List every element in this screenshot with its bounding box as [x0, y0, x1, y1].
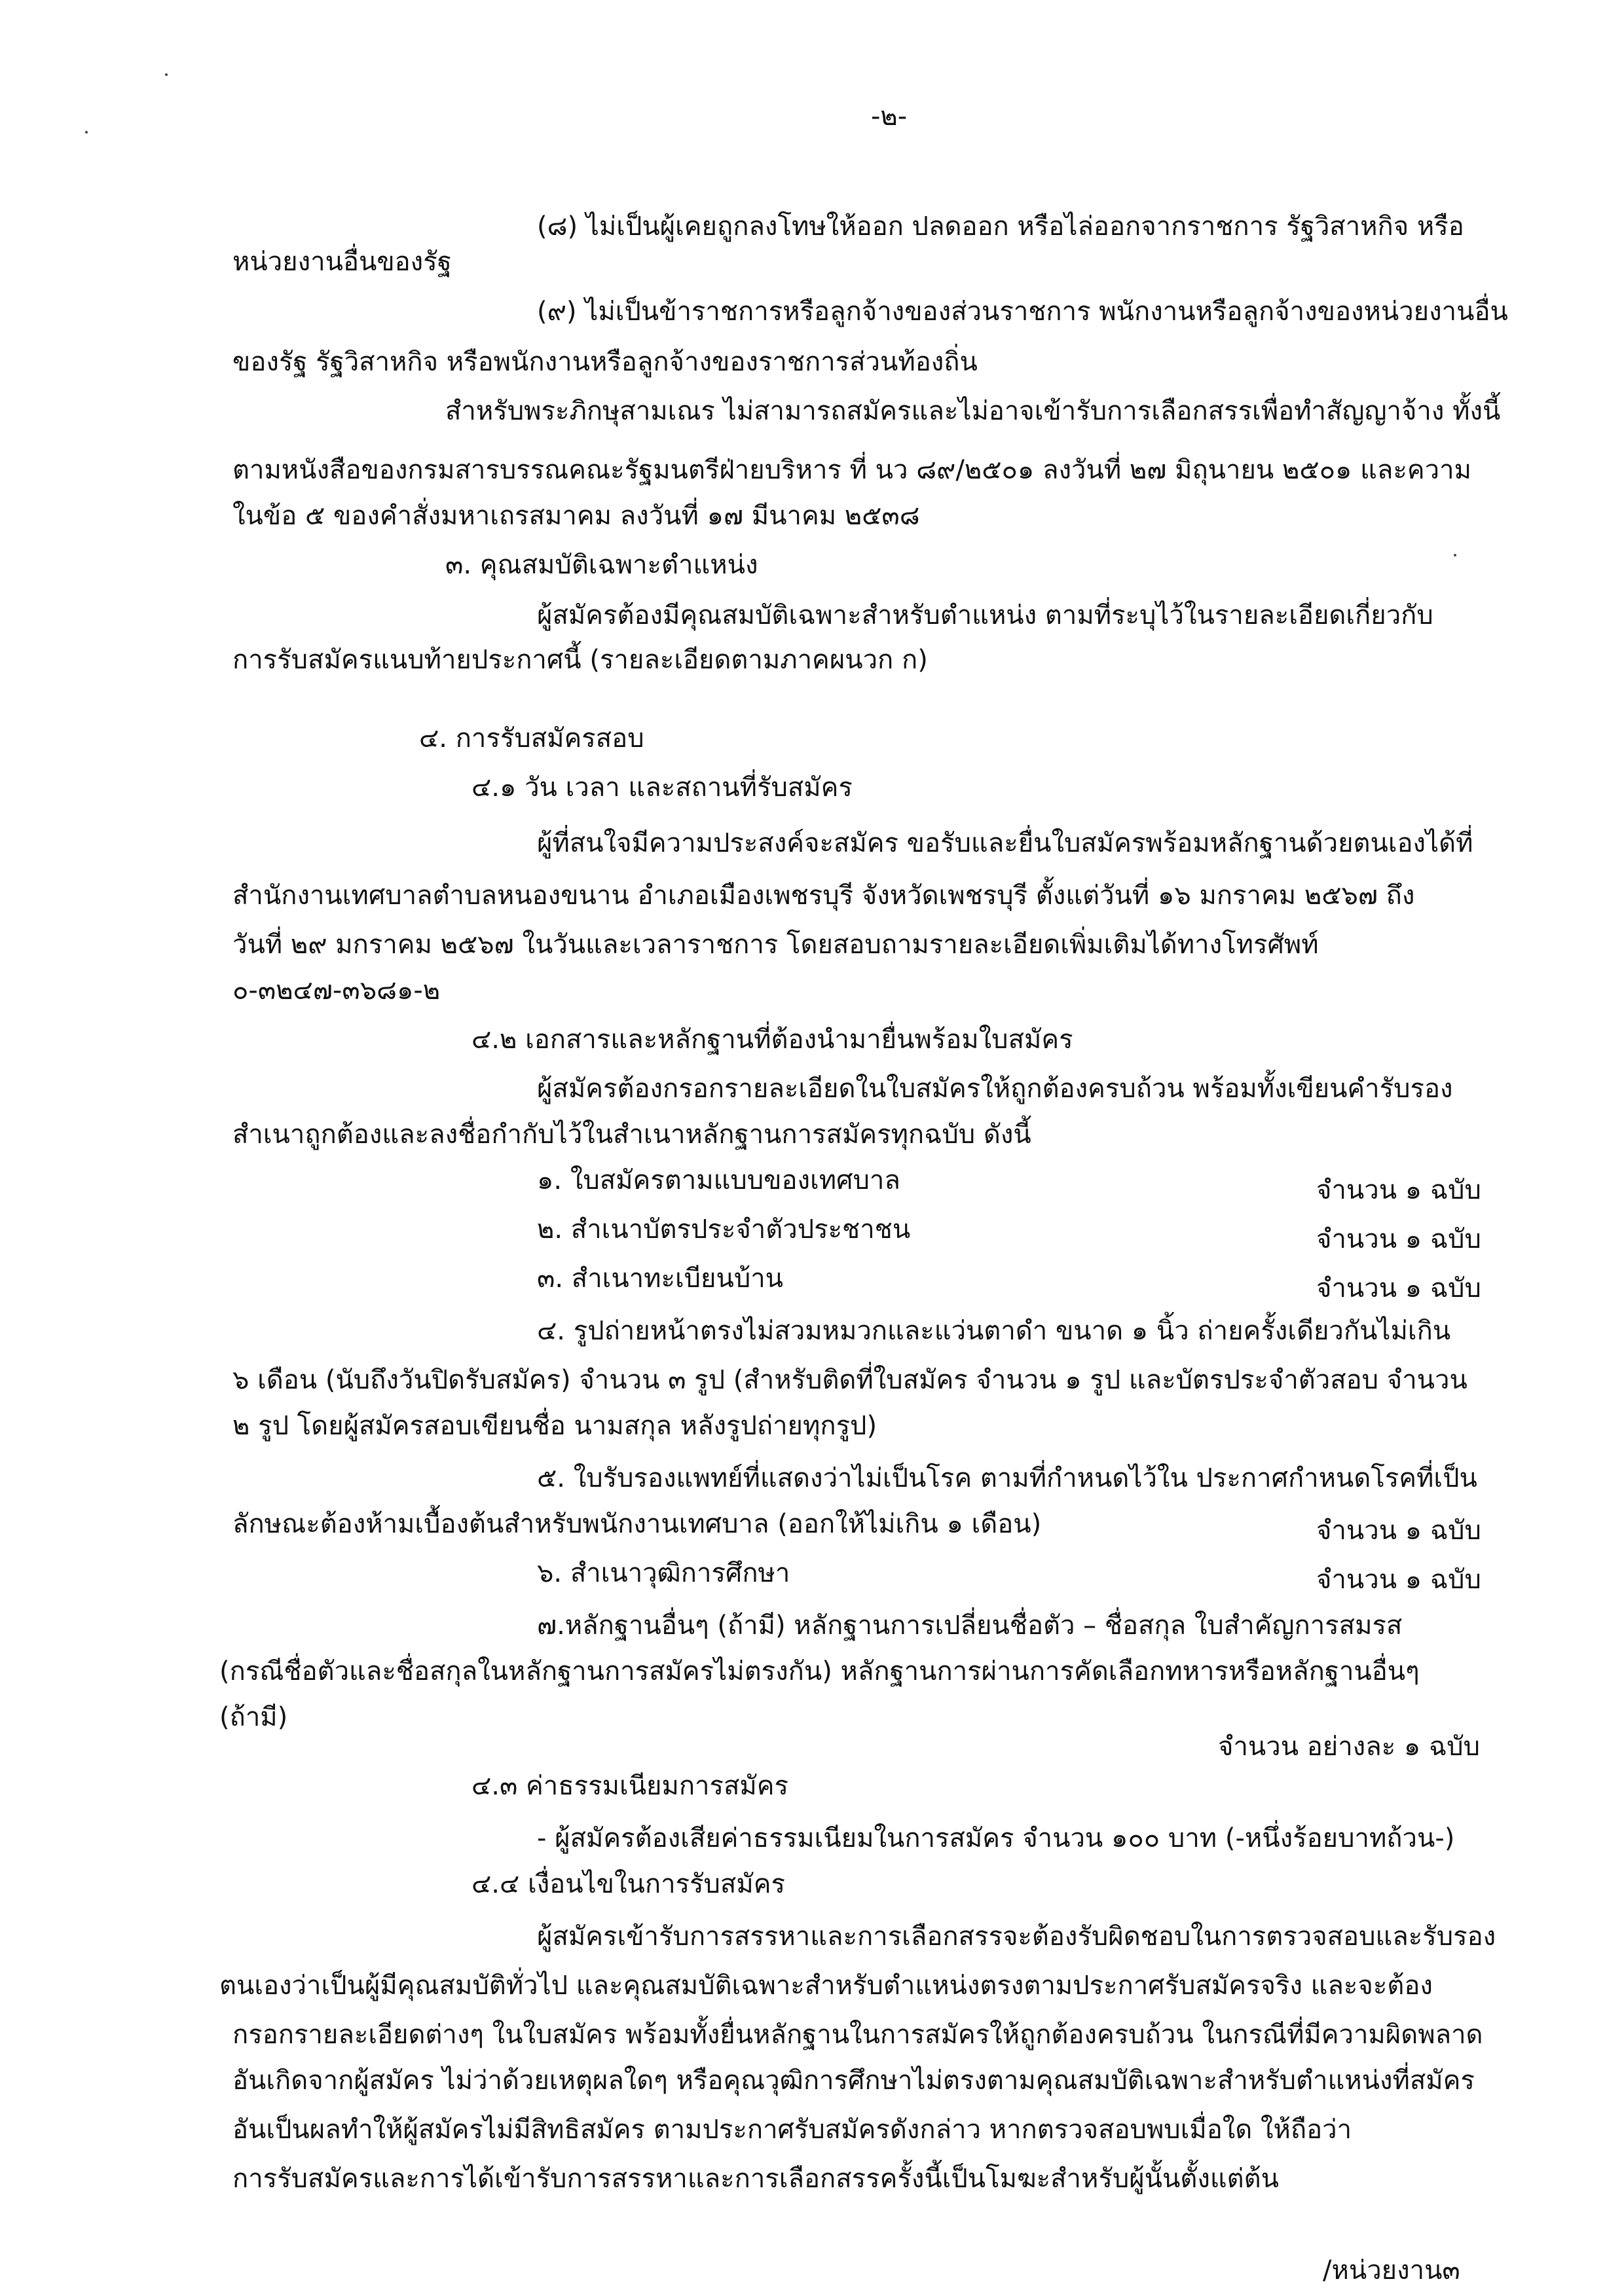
text-line: สำนักงานเทศบาลตำบลหนองขนาน อำเภอเมืองเพชรบุรี จังหวัดเพชรบุรี ตั้งแต่วันที่ ๑๖ มกราคม ๒๕๖๗ ถึง — [232, 881, 1415, 911]
document-item: ๗.หลักฐานอื่นๆ (ถ้ามี) หลักฐานการเปลี่ยนชื่อตัว – ชื่อสกุล ใบสำคัญการสมรส — [537, 1611, 1403, 1641]
text-line: ผู้สมัครเข้ารับการสรรหาและการเลือกสรรจะต้องรับผิดชอบในการตรวจสอบและรับรอง — [537, 1922, 1496, 1952]
document-item: ๔. รูปถ่ายหน้าตรงไม่สวมหมวกและแว่นตาดำ ขนาด ๑ นิ้ว ถ่ายครั้งเดียวกันไม่เกิน — [537, 1316, 1451, 1346]
text-line: (๘) ไม่เป็นผู้เคยถูกลงโทษให้ออก ปลดออก หรือไล่ออกจากราชการ รัฐวิสาหกิจ หรือ — [537, 211, 1464, 242]
scan-speck — [85, 131, 88, 134]
text-line: ตามหนังสือของกรมสารบรรณคณะรัฐมนตรีฝ่ายบริหาร ที่ นว ๘๙/๒๕๐๑ ลงวันที่ ๒๗ มิถุนายน ๒๕๐๑ และความ — [232, 455, 1471, 485]
scan-speck — [165, 73, 168, 76]
document-item: ๓. สำเนาทะเบียนบ้าน — [537, 1264, 784, 1294]
text-line: หน่วยงานอื่นของรัฐ — [232, 247, 452, 277]
text-line: กรอกรายละเอียดต่างๆ ในใบสมัคร พร้อมทั้งยื่นหลักฐานในการสมัครให้ถูกต้องครบถ้วน ในกรณีที่มีความผิดพลาด — [232, 2020, 1483, 2050]
text-line: ผู้สมัครต้องมีคุณสมบัติเฉพาะสำหรับตำแหน่ง ตามที่ระบุไว้ในรายละเอียดเกี่ยวกับ — [537, 600, 1433, 630]
document-item: ๒. สำเนาบัตรประจำตัวประชาชน — [537, 1214, 911, 1245]
text-line: ตนเองว่าเป็นผู้มีคุณสมบัติทั่วไป และคุณสมบัติเฉพาะสำหรับตำแหน่งตรงตามประกาศรับสมัครจริง และจะต้อง — [219, 1971, 1433, 2001]
document-item: ๕. ใบรับรองแพทย์ที่แสดงว่าไม่เป็นโรค ตามที่กำหนดไว้ใน ประกาศกำหนดโรคที่เป็น — [537, 1463, 1477, 1493]
text-line: การรับสมัครแนบท้ายประกาศนี้ (รายละเอียดตามภาคผนวก ก) — [232, 645, 928, 675]
text-line: ในข้อ ๕ ของคำสั่งมหาเถรสมาคม ลงวันที่ ๑๗ มีนาคม ๒๕๓๘ — [232, 501, 920, 531]
text-line: ๖ เดือน (นับถึงวันปิดรับสมัคร) จำนวน ๓ รูป (สำหรับติดที่ใบสมัคร จำนวน ๑ รูป และบัตรประจำตัวสอบ จำนวน — [232, 1365, 1467, 1395]
text-line: อันเป็นผลทำให้ผู้สมัครไม่มีสิทธิสมัคร ตามประกาศรับสมัครดังกล่าว หากตรวจสอบพบเมื่อใด ให้ถือว่า — [232, 2115, 1352, 2145]
subsection-heading: ๔.๒ เอกสารและหลักฐานที่ต้องนำมายื่นพร้อมใบสมัคร — [471, 1025, 1073, 1055]
scan-speck — [1454, 554, 1456, 556]
text-line: (๙) ไม่เป็นข้าราชการหรือลูกจ้างของส่วนราชการ พนักงานหรือลูกจ้างของหน่วยงานอื่น — [537, 297, 1508, 327]
document-quantity: จำนวน ๑ ฉบับ — [1316, 1273, 1481, 1303]
document-quantity: จำนวน ๑ ฉบับ — [1316, 1175, 1481, 1205]
fee-line: - ผู้สมัครต้องเสียค่าธรรมเนียมในการสมัคร จำนวน ๑๐๐ บาท (-หนึ่งร้อยบาทถ้วน-) — [537, 1823, 1455, 1853]
subsection-heading: ๔.๑ วัน เวลา และสถานที่รับสมัคร — [471, 773, 853, 803]
document-quantity: จำนวน ๑ ฉบับ — [1316, 1516, 1481, 1546]
subsection-heading: ๔.๓ ค่าธรรมเนียมการสมัคร — [471, 1771, 789, 1801]
text-line: (ถ้ามี) — [219, 1702, 288, 1732]
text-line: (กรณีชื่อตัวและชื่อสกุลในหลักฐานการสมัครไม่ตรงกัน) หลักฐานการผ่านการคัดเลือกทหารหรือหลักฐานอื่นๆ — [219, 1656, 1420, 1686]
document-quantity: จำนวน ๑ ฉบับ — [1316, 1565, 1481, 1595]
text-line: ผู้ที่สนใจมีความประสงค์จะสมัคร ขอรับและยื่นใบสมัครพร้อมหลักฐานด้วยตนเองได้ที่ — [537, 828, 1473, 858]
text-line: ของรัฐ รัฐวิสาหกิจ หรือพนักงานหรือลูกจ้างของราชการส่วนท้องถิ่น — [232, 347, 978, 377]
document-quantity: จำนวน อย่างละ ๑ ฉบับ — [1218, 1732, 1481, 1762]
text-line: สำเนาถูกต้องและลงชื่อกำกับไว้ในสำเนาหลักฐานการสมัครทุกฉบับ ดังนี้ — [232, 1120, 1031, 1150]
text-line: อันเกิดจากผู้สมัคร ไม่ว่าด้วยเหตุผลใดๆ หรือคุณวุฒิการศึกษาไม่ตรงตามคุณสมบัติเฉพาะสำหรับตำแหน่งที่สมัคร — [232, 2066, 1475, 2096]
page-number: -๒- — [871, 101, 908, 132]
continuation-marker: /หน่วยงาน๓ — [1323, 2255, 1460, 2286]
subsection-heading: ๔.๔ เงื่อนไขในการรับสมัคร — [471, 1869, 785, 1899]
text-line: ลักษณะต้องห้ามเบื้องต้นสำหรับพนักงานเทศบาล (ออกให้ไม่เกิน ๑ เดือน) — [232, 1509, 1042, 1539]
section-heading: ๔. การรับสมัครสอบ — [419, 723, 644, 754]
document-item: ๖. สำเนาวุฒิการศึกษา — [537, 1558, 790, 1588]
text-line: วันที่ ๒๙ มกราคม ๒๕๖๗ ในวันและเวลาราชการ โดยสอบถามรายละเอียดเพิ่มเติมได้ทางโทรศัพท์ — [232, 930, 1319, 960]
section-heading: ๓. คุณสมบัติเฉพาะตำแหน่ง — [445, 550, 758, 580]
text-line: การรับสมัครและการได้เข้ารับการสรรหาและการเลือกสรรครั้งนี้เป็นโมฆะสำหรับผู้นั้นตั้งแต่ต้น — [232, 2164, 1279, 2194]
document-item: ๑. ใบสมัครตามแบบของเทศบาล — [537, 1165, 900, 1195]
document-quantity: จำนวน ๑ ฉบับ — [1316, 1224, 1481, 1254]
text-line: ผู้สมัครต้องกรอกรายละเอียดในใบสมัครให้ถูกต้องครบถ้วน พร้อมทั้งเขียนคำรับรอง — [537, 1074, 1453, 1104]
phone-number: ๐-๓๒๔๗-๓๖๘๑-๒ — [232, 975, 441, 1006]
text-line: ๒ รูป โดยผู้สมัครสอบเขียนชื่อ นามสกุล หลังรูปถ่ายทุกรูป) — [232, 1411, 877, 1441]
text-line: สำหรับพระภิกษุสามเณร ไม่สามารถสมัครและไม่อาจเข้ารับการเลือกสรรเพื่อทำสัญญาจ้าง ทั้งนี้ — [445, 396, 1501, 426]
